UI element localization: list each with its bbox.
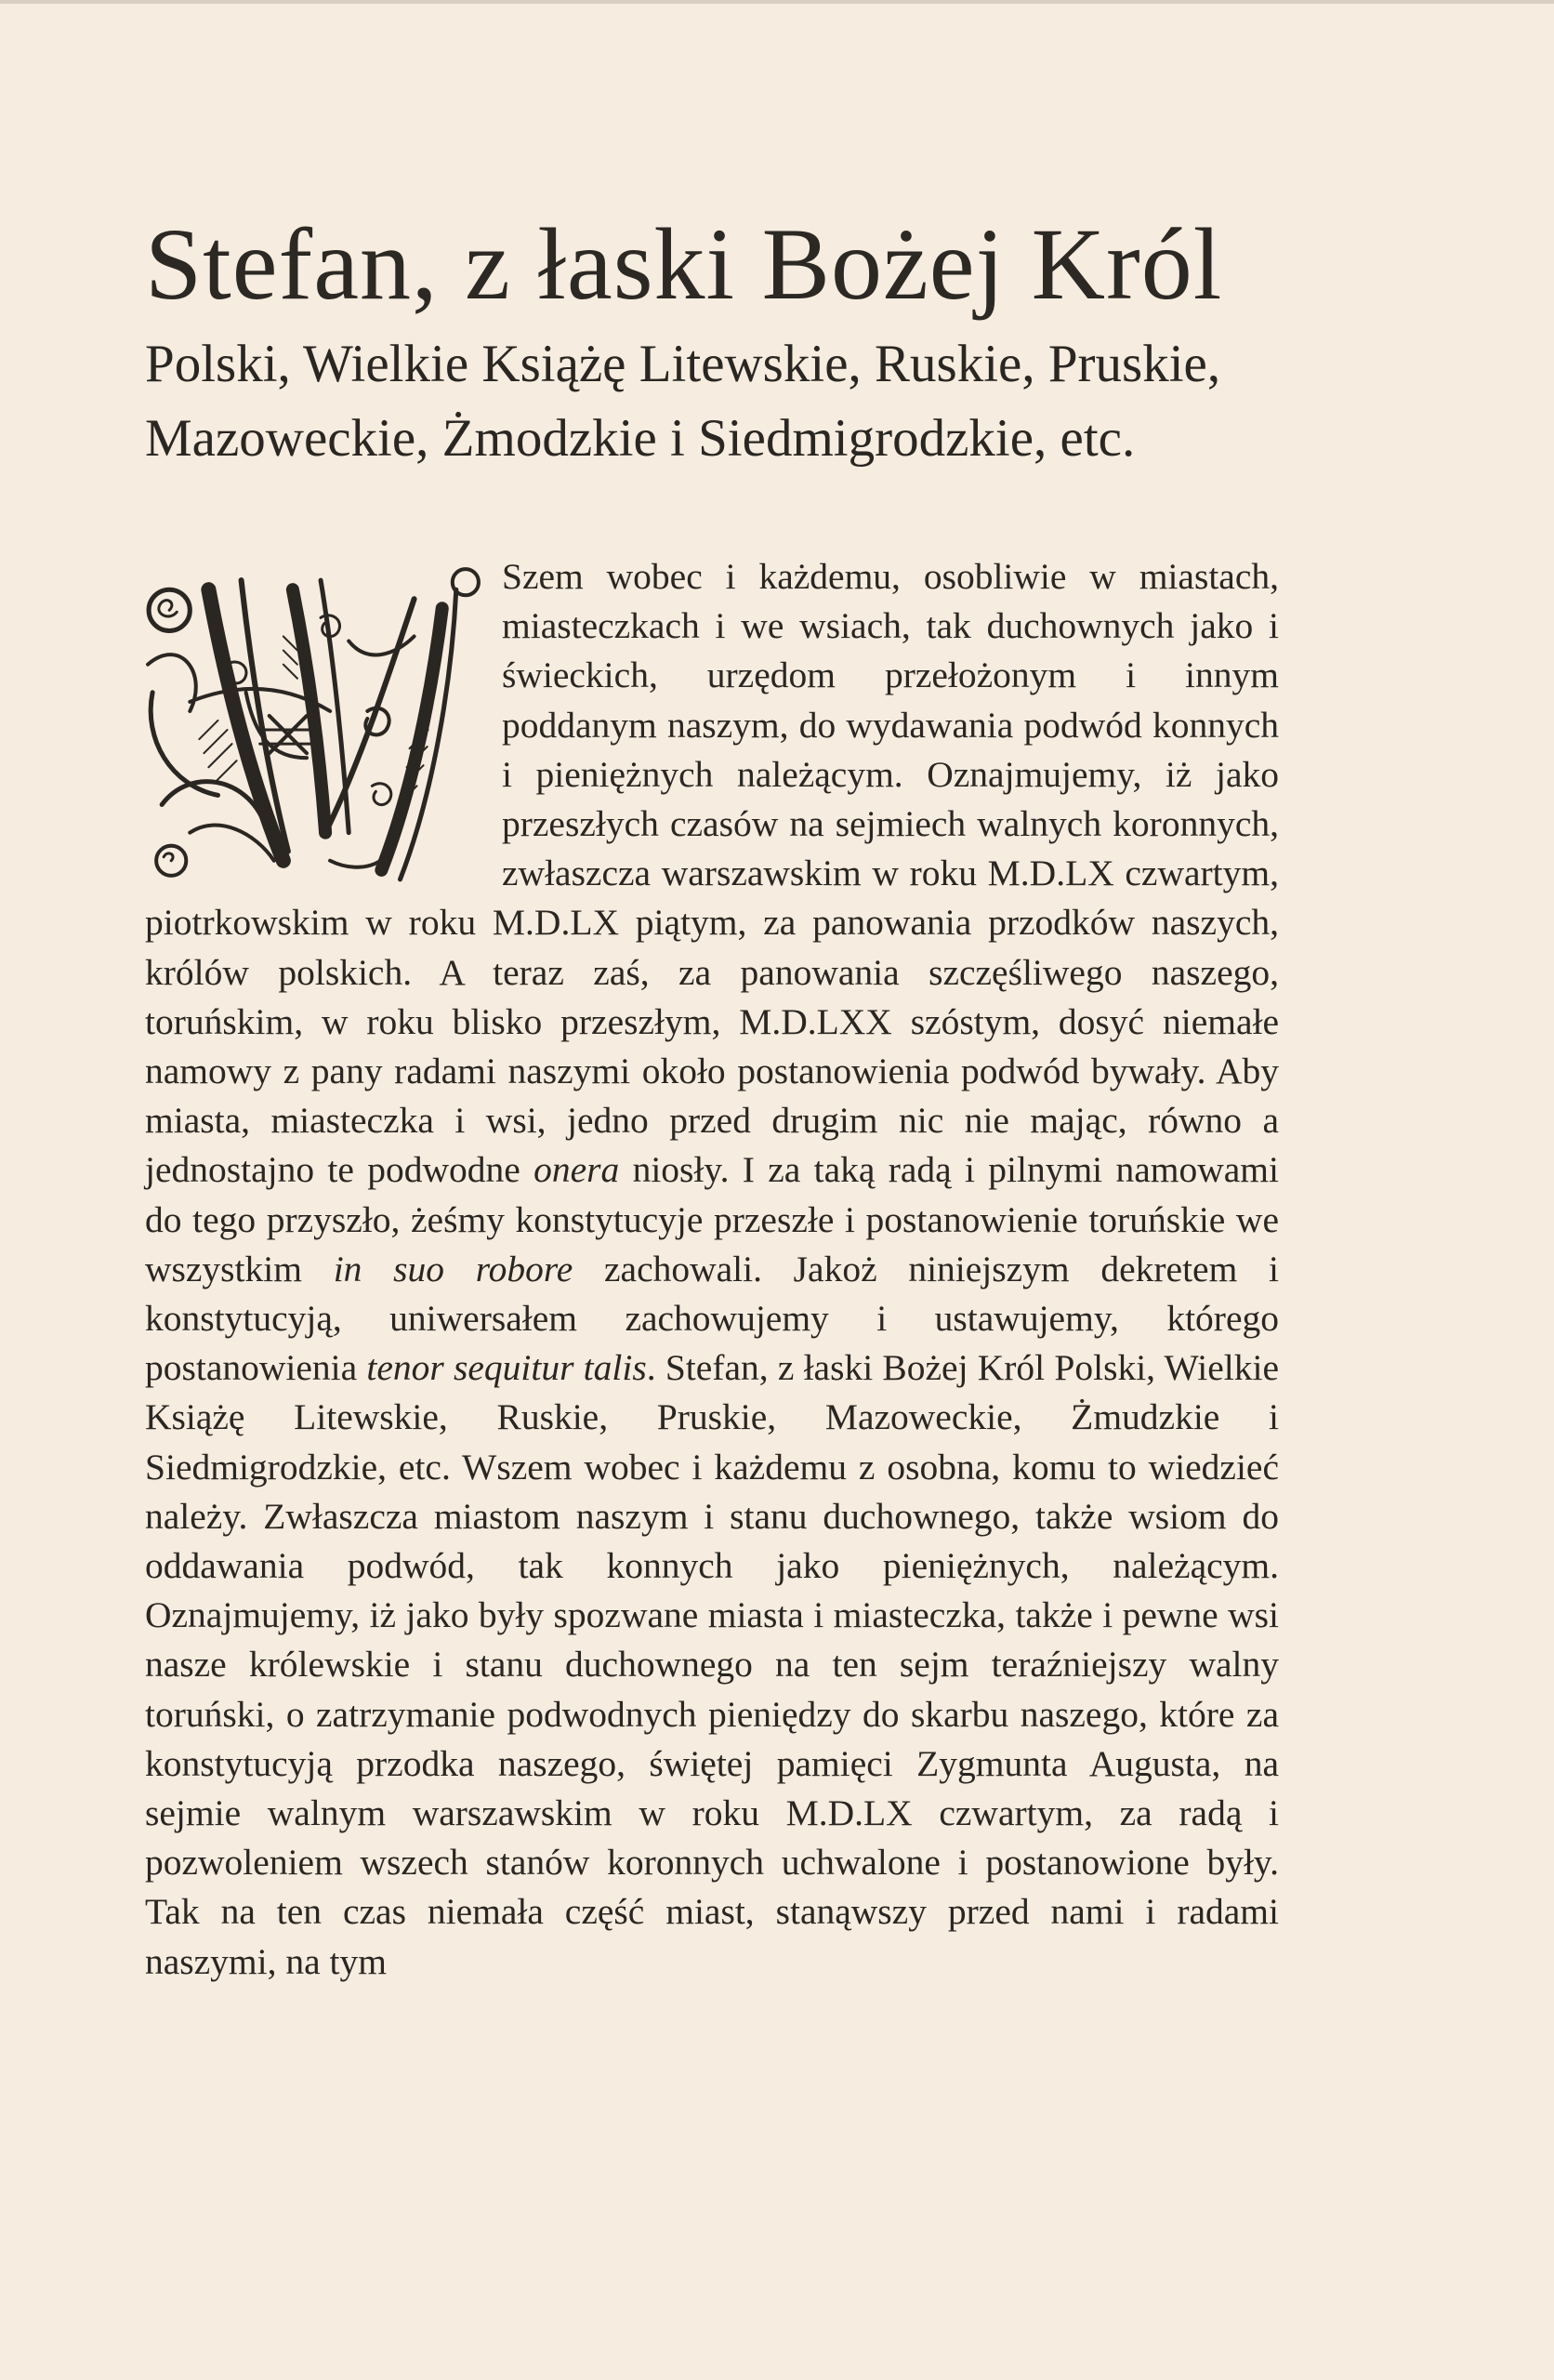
body-text-part-1: Szem wobec i każdemu, osobliwie w miastach, miasteczkach i we wsiach, tak duchownych jako i świeckich, urzędom przełożonym i innym poddanym naszym, do wydawania podwód konnych i pieniężnych należącym. Oznajmujemy, iż jako przeszłych czasów na sejmiech walnych koronnych, zwłaszcza warszawskim w roku M.D.LX czwartym, piotrkowskim w roku M.D.LX piątym, za panowania przodków naszych, królów polskich. A teraz zaś, za panowania szczęśliwego naszego, toruńskim, w roku blisko przeszłym, M.D.LXX szóstym, dosyć niemałe namowy z pany radami naszymi około postanowienia podwód bywały. Aby miasta, miasteczka i wsi, jedno przed drugim nic nie mając, równo a jednostajno te podwodne — [145, 556, 1279, 1191]
document-page — [145, 208, 1279, 1987]
body-text-part-3: zachowali. Jakoż niniejszym dekretem i konstytucyją, uniwersałem zachowujemy i ustawujemy, którego postanowienia — [145, 1248, 1279, 1389]
body-text-part-2: niosły. I za taką radą i pilnymi namowami do tego przyszło, żeśmy konstytucyje przeszłe i postanowienie toruńskie we wszystkim — [145, 1149, 1279, 1289]
latin-term-tenor-sequitur-talis: tenor sequitur talis — [366, 1347, 647, 1389]
ornamental-w-icon — [134, 552, 489, 898]
latin-term-onera: onera — [533, 1149, 620, 1191]
latin-term-in-suo-robore: in suo robore — [333, 1248, 573, 1289]
body-text-part-4: . Stefan, z łaski Bożej Król Polski, Wielkie Książę Litewskie, Ruskie, Pruskie, Mazoweckie, Żmudzkie i Siedmigrodzkie, etc. Wszem wobec i każdemu z osobna, komu to wiedzieć należy. Zwłaszcza miastom naszym i stanu duchownego, także wsiom do oddawania podwód, tak konnych jako pieniężnych, należącym. Oznajmujemy, iż jako były spozwane miasta i miasteczka, także i pewne wsi nasze królewskie i stanu duchownego na ten sejm teraźniejszy walny toruński, o zatrzymanie podwodnych pieniędzy do skarbu naszego, które za konstytucyją przodka naszego, świętej pamięci Zygmunta Augusta, na sejmie walnym warszawskim w roku M.D.LX czwartym, za radą i pozwoleniem wszech stanów koronnych uchwalone i postanowione były. Tak na ten czas niemała część miast, stanąwszy przed nami i radami naszymi, na tym — [145, 1347, 1279, 1982]
body-text — [145, 552, 1279, 1987]
page-edge — [0, 0, 1554, 4]
subtitle-line-2: Mazoweckie, Żmodzkie i Siedmigrodzkie, etc. — [145, 409, 1136, 468]
decorated-initial-w — [134, 552, 489, 898]
page-title: Stefan, z łaski Bożej Król — [145, 207, 1223, 321]
subtitle-line-1: Polski, Wielkie Książę Litewskie, Ruskie, Pruskie, — [145, 335, 1221, 393]
